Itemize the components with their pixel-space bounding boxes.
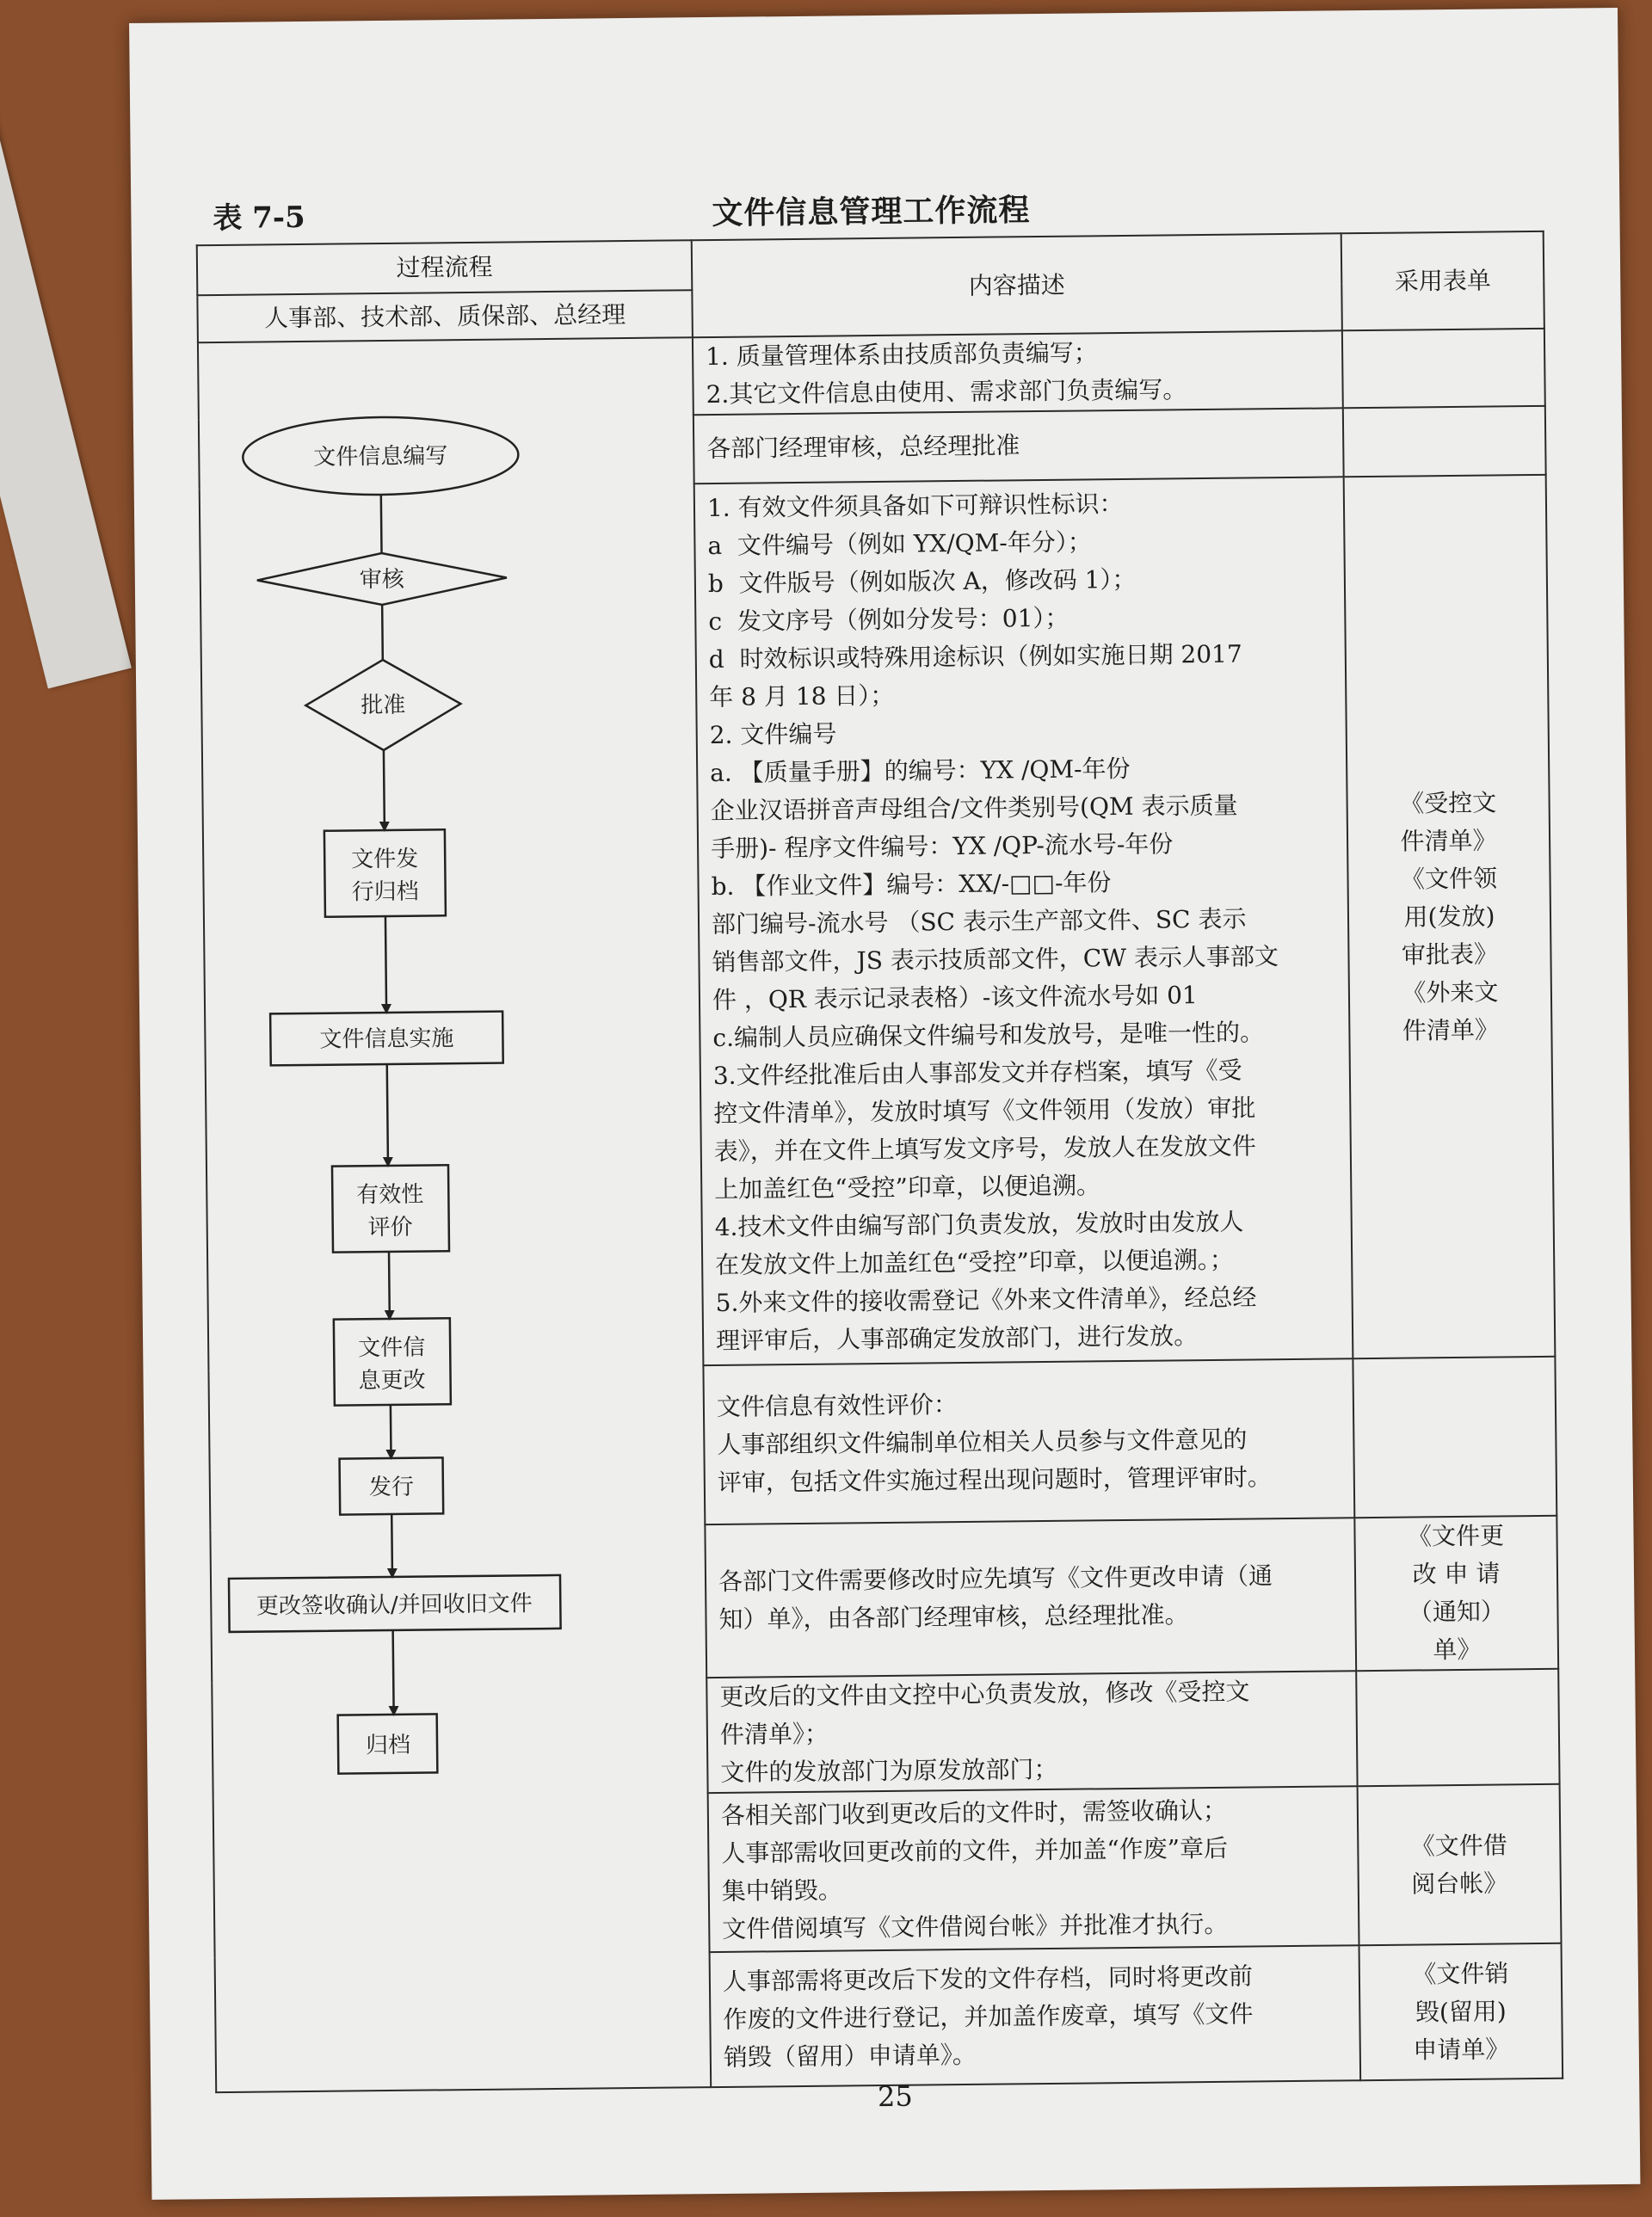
flow-label: 文件信息实施	[319, 1025, 454, 1053]
flow-arrow	[385, 916, 386, 1013]
page-number: 25	[877, 2079, 913, 2114]
header-description: 内容描述	[692, 233, 1342, 337]
flow-label: 文件信息编写	[313, 443, 448, 471]
row-form-5: 《文件更 改 申 请 （通知） 单》	[1354, 1516, 1558, 1671]
row-desc-6: 更改后的文件由文控中心负责发放，修改《受控文 件清单》； 文件的发放部门为原发放部门；	[706, 1671, 1357, 1793]
flow-connector	[382, 605, 383, 660]
row-form-3: 《受控文 件清单》 《文件领 用(发放) 审批表》 《外来文 件清单》	[1344, 475, 1556, 1358]
row-form-1	[1342, 329, 1545, 408]
document-page	[129, 8, 1640, 2200]
flow-arrow	[387, 1064, 388, 1166]
flow-connector	[381, 495, 382, 553]
flow-label: 评价	[367, 1214, 413, 1241]
flow-label: 审核	[359, 566, 405, 594]
row-desc-1: 1. 质量管理体系由技质部负责编写； 2.其它文件信息由使用、需求部门负责编写。	[693, 330, 1343, 415]
table-number: 表 7-5	[213, 200, 305, 237]
row-desc-5: 各部门文件需要修改时应先填写《文件更改申请（通 知）单》，由各部门经理审核，总经理批准。	[705, 1518, 1356, 1678]
row-desc-4: 文件信息有效性评价： 人事部组织文件编制单位相关人员参与文件意见的 评审，包括文件实施过程出现问题时，管理评审时。	[703, 1358, 1354, 1524]
document-header	[213, 181, 1529, 237]
flow-label: 息更改	[358, 1367, 426, 1395]
row-form-8: 《文件销 毁(留用) 申请单》	[1359, 1943, 1563, 2080]
flow-arrow	[393, 1630, 394, 1715]
flow-arrow	[389, 1252, 390, 1319]
row-form-7: 《文件借 阅台帐》	[1358, 1784, 1562, 1945]
row-desc-8: 人事部需将更改后下发的文件存档，同时将更改前 作废的文件进行登记，并加盖作废章，填写《文件 销毁（留用）申请单》。	[710, 1945, 1361, 2087]
flow-label: 发行	[368, 1474, 415, 1501]
flow-label: 更改签收确认/并回收旧文件	[256, 1591, 533, 1620]
document-title: 文件信息管理工作流程	[712, 192, 1031, 231]
flowchart-cell	[198, 337, 711, 2092]
header-departments: 人事部、技术部、质保部、总经理	[197, 290, 693, 342]
adjacent-page-edge	[0, 16, 132, 688]
flow-arrow	[384, 750, 385, 830]
row-desc-2: 各部门经理审核，总经理批准	[693, 408, 1344, 483]
flow-label: 批准	[361, 692, 406, 719]
row-desc-3: 1. 有效文件须具备如下可辩识性标识： a 文件编号（例如 YX/QM-年分）； b 文件版号（例如版次 A，修改码 1）； c 发文序号（例如分发号：01）； d 时效标识或特殊用途标识（例如实施日期 2017 年 8 月 18 日）； 2. 文件编号 a. 【质量手册】的编号：YX /QM-年份 企业汉语拼音声母组合/文件类别号(QM 表示质量 手册)- 程序文件编号：YX /QP-流水号-年份 b. 【作业文件】编号：XX/-□□-年份 部门编号-流水号 （SC 表示生产部文件、SC 表示 销售部文件，JS 表示技质部文件，CW 表示人事部文 件 ，QR 表示记录表格）-该文件流水号如 01 c.编制人员应确保文件编号和发放号，是唯一性的。 3.文件经批准后由人事部发文并存档案，填写《受 控文件清单》，发放时填写《文件领用（发放）审批 表》，并在文件上填写发文序号，发放人在发放文件 上加盖红色“受控”印章，以便追溯。 4.技术文件由编写部门负责发放，发放时由发放人 在发放文件上加盖红色“受控”印章，以便追溯。； 5.外来文件的接收需登记《外来文件清单》，经总经 理评审后，人事部确定发放部门，进行发放。	[694, 477, 1353, 1365]
flow-label: 有效性	[356, 1181, 424, 1209]
row-form-6	[1356, 1669, 1559, 1786]
header-process-flow: 过程流程	[197, 240, 693, 295]
flowchart	[199, 338, 710, 1870]
row-form-4	[1353, 1357, 1556, 1518]
flow-label: 文件信	[358, 1334, 426, 1362]
row-form-2	[1343, 406, 1546, 477]
header-forms: 采用表单	[1341, 231, 1544, 330]
flow-label: 文件发	[351, 846, 419, 873]
flow-label: 归档	[365, 1732, 411, 1759]
flow-arrow	[391, 1514, 392, 1577]
flow-label: 行归档	[351, 878, 419, 906]
workflow-table	[196, 231, 1562, 2072]
row-desc-7: 各相关部门收到更改后的文件时，需签收确认； 人事部需收回更改前的文件，并加盖“作废”章后 集中销毁。 文件借阅填写《文件借阅台帐》并批准才执行。	[708, 1786, 1359, 1952]
